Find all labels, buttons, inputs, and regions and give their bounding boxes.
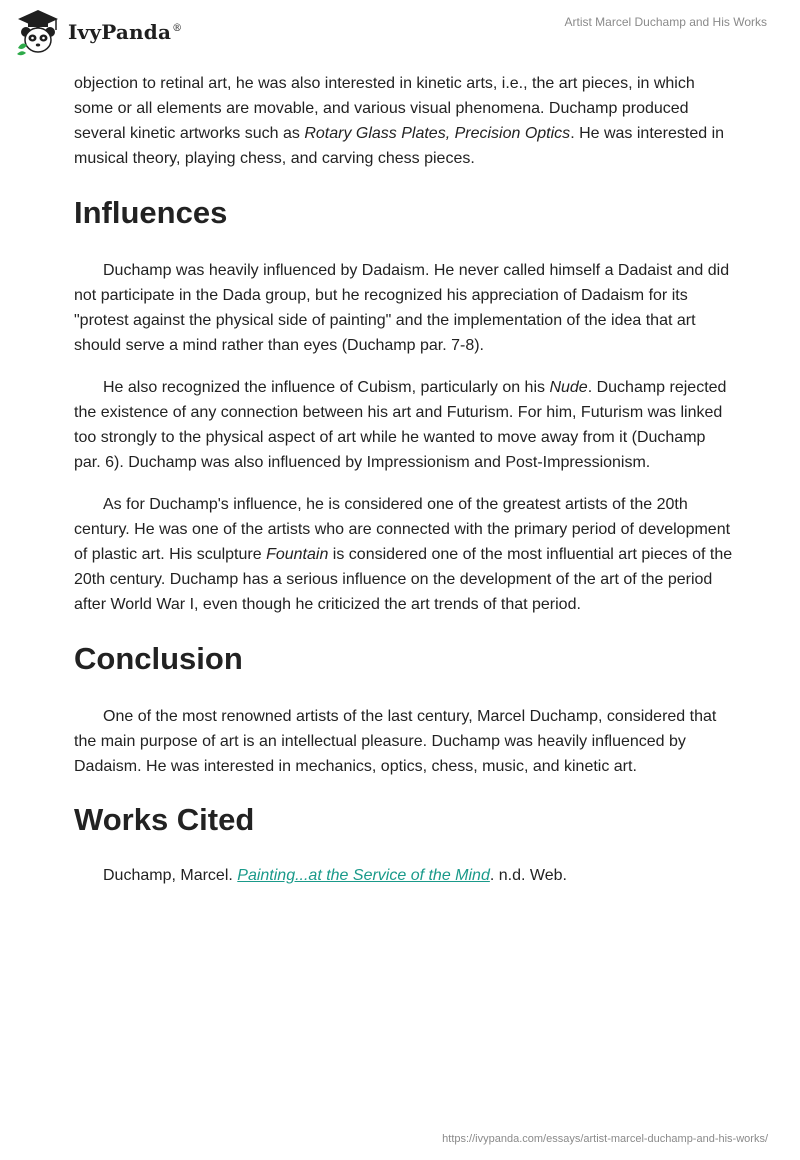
citation-entry: Duchamp, Marcel. Painting...at the Service of the Mind. n.d. Web. xyxy=(103,867,567,884)
intro-paragraph: objection to retinal art, he was also interested in kinetic arts, i.e., the art pieces, in which some or all elements are movable, and various visual phenomena. Duchamp produced several kinetic artworks such as Rotary Glass Plates, Precision Optics. He was interested in musical theory, playing chess, and carving chess pieces. xyxy=(74,75,725,167)
influences-paragraph-3: As for Duchamp's influence, he is considered one of the greatest artists of the 20th century. He was one of the artists who are connected with the primary period of development of plastic art. His sculpture Fountain is considered one of the most influential art pieces of the 20th century. Duchamp has a serious influence on the development of the art of the period after World War I, even though he criticized the art trends of that period. xyxy=(74,496,733,613)
ivypanda-logo[interactable] xyxy=(14,8,182,56)
page-header xyxy=(0,0,800,64)
influences-heading: Influences xyxy=(74,195,228,230)
works-cited-heading: Works Cited xyxy=(74,802,255,837)
essay-body xyxy=(74,71,734,888)
panda-logo-icon xyxy=(14,8,62,56)
conclusion-heading: Conclusion xyxy=(74,641,243,676)
footer-url[interactable]: https://ivypanda.com/essays/artist-marcel-duchamp-and-his-works/ xyxy=(442,1133,768,1145)
conclusion-paragraph: One of the most renowned artists of the last century, Marcel Duchamp, considered that the main purpose of art is an intellectual pleasure. Duchamp was heavily influenced by Dadaism. He was interested in mechanics, optics, chess, music, and kinetic art. xyxy=(74,708,717,775)
influences-paragraph-1: Duchamp was heavily influenced by Dadaism. He never called himself a Dadaist and did not participate in the Dada group, but he recognized his appreciation of Dadaism for its "protest against the physical side of painting" and the implementation of the idea that art should serve a mind rather than eyes (Duchamp par. 7-8). xyxy=(74,262,730,354)
document-title: Artist Marcel Duchamp and His Works xyxy=(564,15,767,29)
brand-name: IvyPanda® xyxy=(68,20,183,44)
influences-paragraph-2: He also recognized the influence of Cubism, particularly on his Nude. Duchamp rejected the existence of any connection between his art and Futurism. For him, Futurism was linked too strongly to the physical aspect of art while he wanted to move away from it (Duchamp par. 6). Duchamp was also influenced by Impressionism and Post-Impressionism. xyxy=(74,379,727,471)
citation-link[interactable]: Painting...at the Service of the Mind xyxy=(237,867,490,884)
